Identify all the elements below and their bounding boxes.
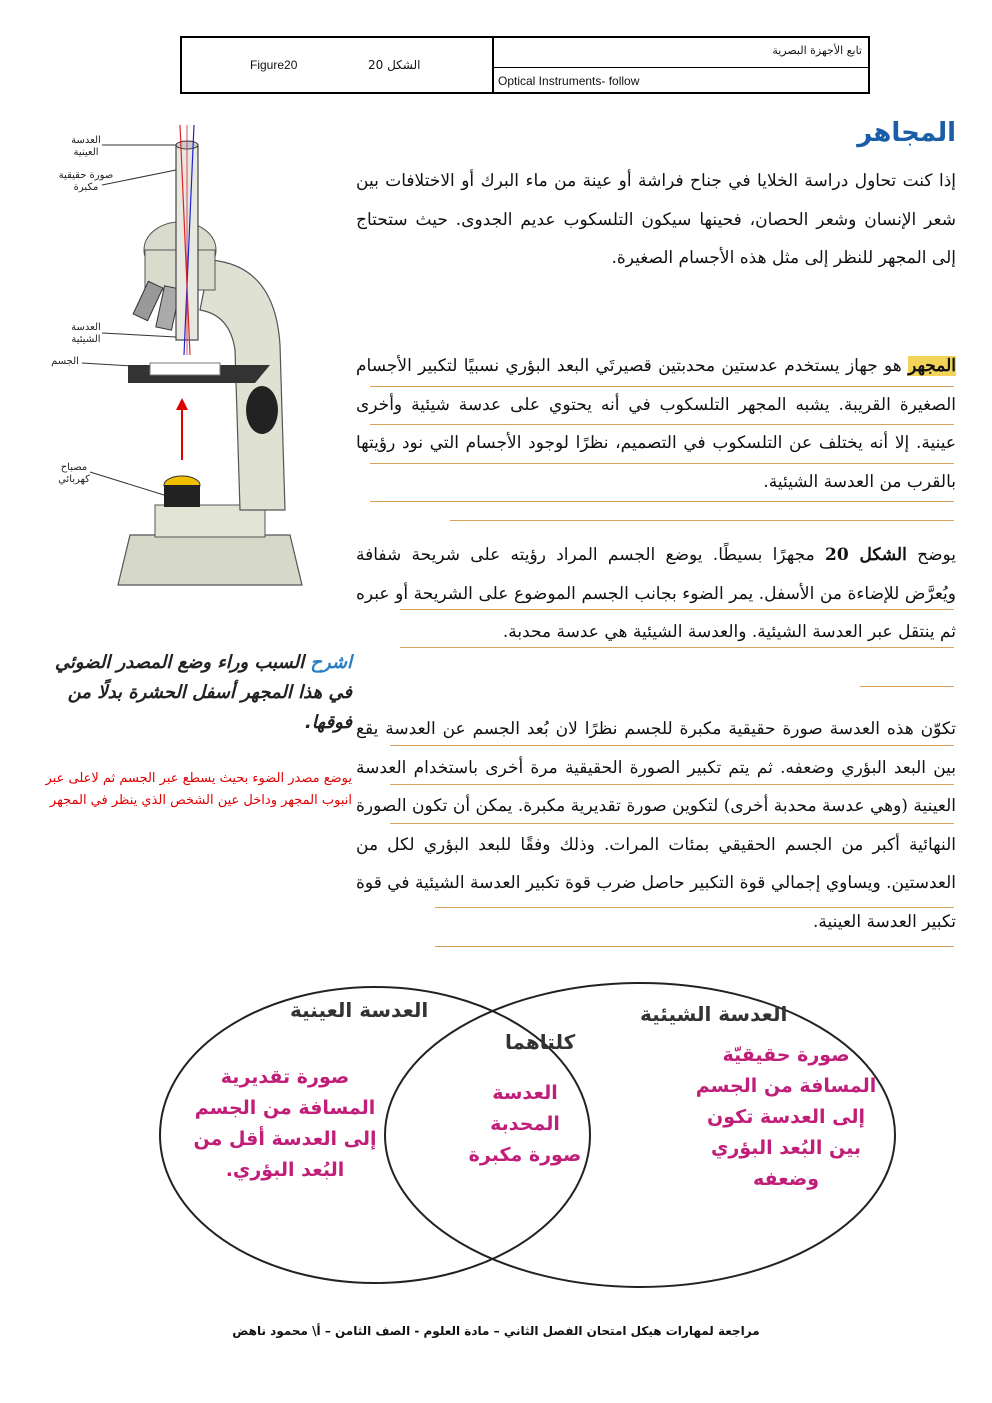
page-footer: مراجعة لمهارات هيكل امتحان الفصل الثاني – مادة العلوم - الصف الثامن – أ\ محمود ناهض: [232, 1324, 760, 1338]
list-item: البُعد البؤري.: [225, 1159, 345, 1181]
definition-text: هو جهاز يستخدم عدستين محدبتين قصيرتَي البعد البؤري نسبيًا لتكبير الأجسام الصغيرة القريبة. يشبه المجهر التلسكوب في أنه يحتوي على عدسة شيئية وأخرى عينية. إلا أنه يختلف عن التلسكوب في التصميم، نظرًا لوجود الأجسام التي نود رؤيتها بالقرب من العدسة الشيئية.: [356, 356, 956, 492]
figure-label-ar: الشكل 20: [368, 58, 421, 72]
venn-middle-items: [440, 1078, 610, 1171]
venn-right-title: العدسة الشيئية: [640, 1002, 788, 1026]
list-item: إلى العدسة أقل من: [193, 1128, 377, 1150]
underline: [860, 686, 954, 687]
figure-label-en: Figure20: [250, 58, 298, 72]
underline: [400, 647, 954, 648]
label-real-image: صورة حقيقية مكبرة: [58, 170, 114, 193]
microscope-base: [118, 535, 302, 585]
term-microscope: المجهر: [908, 356, 957, 376]
topic-ar: تابع الأجهزة البصرية: [494, 38, 868, 68]
venn-left-title: العدسة العينية: [290, 998, 429, 1022]
list-item: إلى العدسة تكون: [707, 1106, 865, 1128]
list-item: المسافة من الجسم: [695, 1075, 877, 1097]
question-verb: اشرح: [310, 652, 352, 673]
list-item: المحدبة: [490, 1113, 560, 1135]
slide: [150, 363, 220, 375]
question-text: السبب وراء وضع المصدر الضوئي في هذا المجهر أسفل الحشرة بدلًا من فوقها.: [54, 652, 352, 733]
paragraph-image-formation: تكوّن هذه العدسة صورة حقيقية مكبرة للجسم نظرًا لان بُعد الجسم عن العدسة يقع بين البعد البؤري وضعفه. ثم يتم تكبير الصورة الحقيقية مرة أخرى باستخدام العدسة العينية (وهي عدسة محدبة أخرى) لتكوين صورة تقديرية مكبرة. يمكن أن تكون الصورة النهائية أكبر من الجسم الحقيقي بمئات المرات. وذلك وفقًا للبعد البؤري لكل من العدستين. ويساوي إجمالي قوة التكبير حاصل ضرب قوة تكبير العدسة الشيئية في قوة تكبير العدسة العينية.: [356, 719, 956, 932]
underline: [450, 520, 954, 521]
underline: [370, 463, 954, 464]
header-table: [180, 36, 870, 94]
label-objective: العدسة الشيئية: [71, 322, 101, 345]
section-title: المجاهر: [857, 118, 956, 148]
p3-rest: مجهرًا بسيطًا. يوضع الجسم المراد رؤيته على شريحة شفافة ويُعرَّض للإضاءة من الأسفل. يمر الضوء بجانب الجسم الموضوع على الشريحة أو عبره ثم ينتقل عبر العدسة الشيئية. والعدسة الشيئية هي عدسة محدبة.: [356, 545, 956, 642]
topic-en: Optical Instruments- follow: [498, 74, 640, 88]
label-object: الجسم: [51, 356, 79, 367]
header-figure-cell: [182, 38, 494, 92]
question: [44, 648, 352, 738]
venn-both-title: كلتاهما: [505, 1030, 576, 1054]
label-eyepiece: العدسة العينية: [71, 135, 101, 158]
underline: [390, 784, 954, 785]
list-item: وضعفه: [752, 1168, 820, 1190]
list-item: المسافة من الجسم: [194, 1097, 376, 1119]
list-item: صورة مكبرة: [468, 1144, 582, 1166]
venn-left-items: [165, 1062, 405, 1186]
paragraph-intro: إذا كنت تحاول دراسة الخلايا في جناح فراشة أو عينة من ماء البرك أو الاختلافات بين شعر الإنسان وشعر الحصان، فحينها سيكون التلسكوب عديم الجدوى. حيث ستحتاج إلى المجهر للنظر إلى مثل هذه الأجسام الصغيرة.: [356, 171, 956, 268]
underline: [390, 745, 954, 746]
list-item: صورة تقديرية: [220, 1066, 350, 1088]
underline: [370, 386, 954, 387]
focus-knob: [246, 386, 278, 434]
underline: [400, 609, 954, 610]
venn-right-items: [668, 1040, 904, 1195]
answer-text: يوضع مصدر الضوء بحيث يسطع عبر الجسم ثم لاعلى عبر انبوب المجهر وداخل عين الشخص الذي ينظر في المجهر: [45, 771, 352, 808]
underline: [390, 823, 954, 824]
underline: [370, 424, 954, 425]
underline: [435, 907, 954, 908]
list-item: بين البُعد البؤري: [711, 1137, 861, 1159]
underline: [370, 501, 954, 502]
p3-start: يوضح: [917, 545, 957, 565]
paragraph-figure: [356, 536, 956, 652]
list-item: العدسة: [492, 1082, 558, 1104]
list-item: صورة حقيقيّة: [722, 1044, 850, 1066]
underline: [435, 946, 954, 947]
header-topic-cell: [494, 38, 868, 92]
microscope-arm: [200, 260, 285, 510]
label-lamp: مصباح كهربائي: [58, 462, 90, 485]
p3-figure-ref: الشكل 20: [824, 545, 907, 565]
